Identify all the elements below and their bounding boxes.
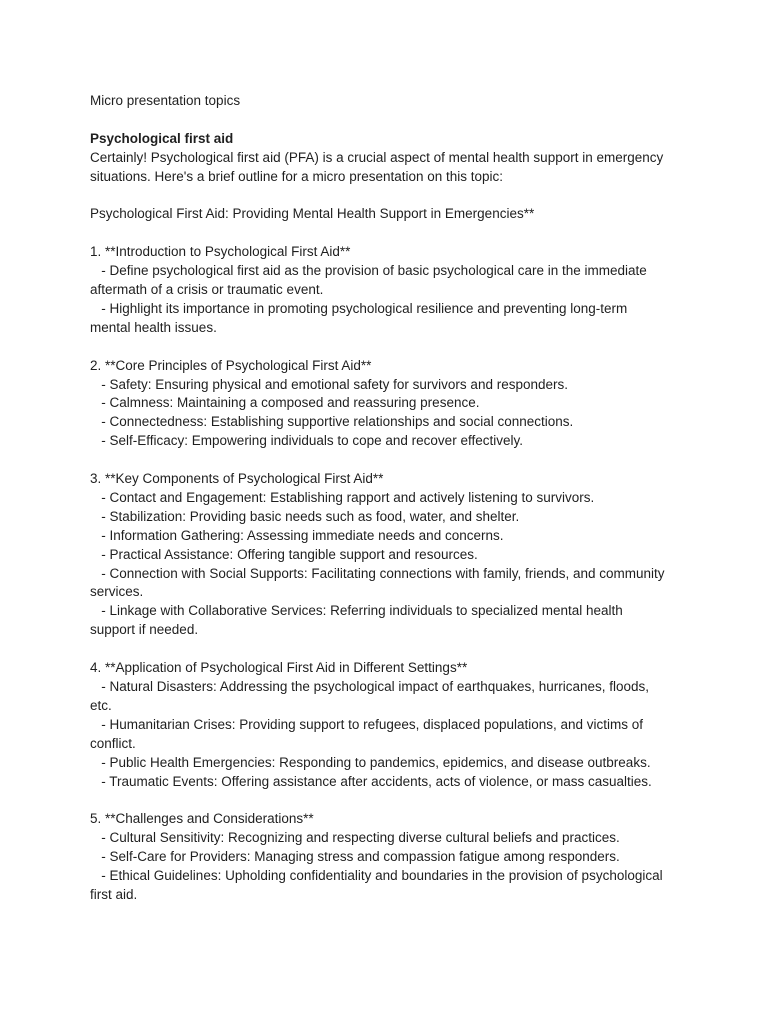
spacer — [90, 224, 690, 243]
outline-heading: 5. **Challenges and Considerations** — [90, 811, 314, 827]
outline-line: - Define psychological first aid as the provision of basic psychological care in the immediate — [90, 263, 647, 279]
outline-line: - Safety: Ensuring physical and emotional safety for survivors and responders. — [90, 376, 568, 392]
spacer — [90, 791, 690, 810]
outline-line: - Humanitarian Crises: Providing support to refugees, displaced populations, and victims of — [90, 716, 644, 732]
outline-line: - Natural Disasters: Addressing the psychological impact of earthquakes, hurricanes, floods, — [90, 679, 650, 694]
outline-line: - Public Health Emergencies: Responding to pandemics, epidemics, and disease outbreaks. — [90, 754, 651, 770]
outline-section-2 — [90, 357, 690, 452]
outline-line: services. — [90, 584, 144, 600]
outline-line: mental health issues. — [90, 319, 217, 335]
document-header: Micro presentation topics — [90, 93, 241, 108]
outline-heading: 1. **Introduction to Psychological First Aid** — [90, 244, 351, 260]
outline-line: - Connection with Social Supports: Facilitating connections with family, friends, and community — [90, 565, 665, 581]
outline-line: aftermath of a crisis or traumatic event. — [90, 282, 324, 298]
outline-line: - Self-Care for Providers: Managing stress and compassion fatigue among responders. — [90, 849, 620, 865]
document-page — [90, 92, 690, 905]
spacer — [90, 338, 690, 357]
outline-line: - Linkage with Collaborative Services: Referring individuals to specialized mental health — [90, 603, 623, 619]
outline-line: support if needed. — [90, 622, 199, 638]
outline-section-4 — [90, 659, 690, 791]
spacer — [90, 451, 690, 470]
outline-section-5 — [90, 810, 690, 905]
outline-section-3 — [90, 470, 690, 640]
section-title: Psychological first aid — [90, 130, 234, 146]
intro-line: situations. Here's a brief outline for a micro presentation on this topic: — [90, 168, 504, 184]
outline-line: - Information Gathering: Assessing immediate needs and concerns. — [90, 527, 504, 543]
outline-heading: 2. **Core Principles of Psychological First Aid** — [90, 357, 372, 373]
outline-line: conflict. — [90, 735, 136, 751]
outline-line: - Stabilization: Providing basic needs such as food, water, and shelter. — [90, 508, 520, 524]
outline-line: - Calmness: Maintaining a composed and reassuring presence. — [90, 395, 480, 411]
outline-line: - Traumatic Events: Offering assistance after accidents, acts of violence, or mass casualties. — [90, 773, 652, 789]
intro-line: Certainly! Psychological first aid (PFA) is a crucial aspect of mental health support in emergency — [90, 149, 664, 165]
presentation-title: Psychological First Aid: Providing Mental Health Support in Emergencies** — [90, 206, 535, 222]
outline-line: etc. — [90, 697, 112, 713]
outline-line: - Cultural Sensitivity: Recognizing and respecting diverse cultural beliefs and practices. — [90, 830, 620, 846]
outline-section-1 — [90, 243, 690, 338]
spacer — [90, 187, 690, 206]
outline-line: first aid. — [90, 886, 138, 902]
outline-heading: 4. **Application of Psychological First Aid in Different Settings** — [90, 660, 468, 676]
outline-line: - Practical Assistance: Offering tangible support and resources. — [90, 546, 478, 562]
outline-line: - Contact and Engagement: Establishing rapport and actively listening to survivors. — [90, 489, 595, 505]
spacer — [90, 111, 690, 130]
outline-line: - Highlight its importance in promoting psychological resilience and preventing long-term — [90, 300, 628, 316]
spacer — [90, 640, 690, 659]
outline-line: - Connectedness: Establishing supportive relationships and social connections. — [90, 414, 574, 430]
outline-heading: 3. **Key Components of Psychological First Aid** — [90, 471, 384, 487]
outline-line: - Self-Efficacy: Empowering individuals to cope and recover effectively. — [90, 433, 523, 449]
outline-line: - Ethical Guidelines: Upholding confidentiality and boundaries in the provision of psychological — [90, 868, 663, 884]
